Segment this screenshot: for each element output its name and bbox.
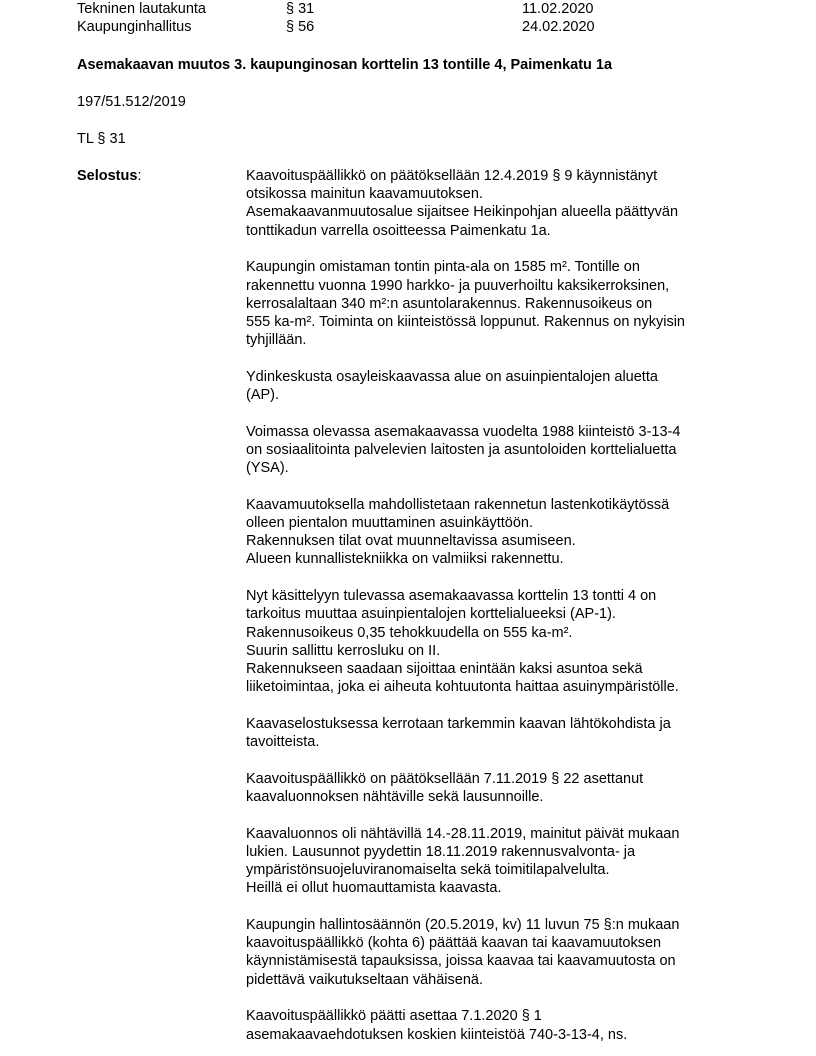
paragraph-line: ympäristönsuojeluviranomaiselta sekä toimitilapalvelulta.: [246, 862, 610, 879]
paragraph-line: Kaavoituspäällikkö on päätöksellään 7.11.2019 § 22 asettanut: [246, 770, 644, 787]
body-paragraph: [246, 258, 756, 349]
paragraph-line: kerrosalaltaan 340 m²:n asuntolarakennus. Rakennusoikeus on: [246, 295, 653, 312]
paragraph-line: lukien. Lausunnot pyydettin 18.11.2019 rakennusvalvonta- ja: [246, 843, 636, 860]
paragraph-line: Nyt käsittelyyn tulevassa asemakaavassa korttelin 13 tontti 4 on: [246, 588, 657, 605]
selostus-label-text: Selostus: [77, 168, 138, 184]
paragraph-line: Kaavoituspäällikkö päätti asettaa 7.1.2020 § 1: [246, 1008, 542, 1025]
selostus-colon: :: [137, 168, 142, 184]
paragraph-line: Alueen kunnallistekniikka on valmiiksi rakennettu.: [246, 551, 564, 568]
file-number: 197/51.512/2019: [77, 94, 186, 110]
paragraph-line: olleen pientalon muuttaminen asuinkäyttöön.: [246, 515, 533, 532]
body-paragraph: [246, 916, 756, 989]
body-paragraph: [246, 368, 756, 404]
paragraph-line: käynnistämisestä tapauksissa, joissa kaavaa tai kaavamuutosta on: [246, 953, 676, 970]
paragraph-line: Kaavamuutoksella mahdollistetaan rakennetun lastenkotikäytössä: [246, 496, 670, 513]
paragraph-line: tyhjillään.: [246, 332, 307, 349]
paragraph-line: tavoitteista.: [246, 734, 320, 751]
meeting-section: § 31: [286, 1, 315, 17]
paragraph-line: pidettävä vaikutukseltaan vähäisenä.: [246, 971, 483, 988]
tl-reference: TL § 31: [77, 131, 126, 147]
body-paragraph: [246, 770, 756, 806]
paragraph-line: tarkoitus muuttaa asuinpientalojen korttelialueeksi (AP-1).: [246, 606, 616, 623]
meeting-date: 24.02.2020: [522, 19, 595, 35]
paragraph-line: Kaavaselostuksessa kerrotaan tarkemmin kaavan lähtökohdista ja: [246, 715, 671, 732]
paragraph-line: Kaavaluonnos oli nähtävillä 14.-28.11.2019, mainitut päivät mukaan: [246, 825, 680, 842]
meeting-row: [0, 18, 816, 36]
paragraph-line: rakennettu vuonna 1990 harkko- ja puuverhoiltu kaksikerroksinen,: [246, 277, 670, 294]
paragraph-line: Kaavoituspäällikkö on päätöksellään 12.4.2019 § 9 käynnistänyt: [246, 168, 658, 184]
paragraph-line: Heillä ei ollut huomauttamista kaavasta.: [246, 880, 502, 897]
paragraph-line: kaavaluonnoksen nähtäville sekä lausunnoille.: [246, 788, 544, 805]
selostus-body: [246, 167, 756, 1056]
body-paragraph: [246, 715, 756, 751]
paragraph-line: Kaupungin hallintosäännön (20.5.2019, kv) 11 luvun 75 §:n mukaan: [246, 917, 680, 933]
meeting-row: [0, 0, 816, 18]
paragraph-line: Asemakaavanmuutosalue sijaitsee Heikinpohjan alueella päättyvän: [246, 204, 679, 221]
paragraph-line: kaavoituspäällikkö (kohta 6) päättää kaavan tai kaavamuutoksen: [246, 935, 662, 952]
meeting-date: 11.02.2020: [522, 1, 594, 17]
body-paragraph: [246, 496, 756, 569]
paragraph-line: (AP).: [246, 387, 280, 404]
paragraph-line: Rakennuksen tilat ovat muunneltavissa asumiseen.: [246, 533, 576, 550]
body-paragraph: [246, 587, 756, 696]
meeting-body: Tekninen lautakunta: [77, 1, 206, 17]
paragraph-line: tonttikadun varrella osoitteessa Paimenkatu 1a.: [246, 222, 551, 239]
paragraph-line: Kaupungin omistaman tontin pinta-ala on 1585 m². Tontille on: [246, 259, 640, 276]
paragraph-line: Rakennusoikeus 0,35 tehokkuudella on 555 ka-m².: [246, 624, 573, 641]
paragraph-line: Rakennukseen saadaan sijoittaa enintään kaksi asuntoa sekä: [246, 660, 643, 677]
paragraph-line: Voimassa olevassa asemakaavassa vuodelta 1988 kiinteistö 3-13-4: [246, 423, 681, 440]
paragraph-line: asemakaavaehdotuksen koskien kiinteistöä 740-3-13-4, ns.: [246, 1026, 628, 1043]
paragraph-line: on sosiaalitointa palvelevien laitosten ja asuntoloiden korttelialuetta: [246, 441, 677, 458]
body-paragraph: [246, 825, 756, 898]
paragraph-line: Ydinkeskusta osayleiskaavassa alue on asuinpientalojen aluetta: [246, 368, 658, 385]
paragraph-line: otsikossa mainitun kaavamuutoksen.: [246, 186, 483, 203]
body-paragraph: [246, 167, 756, 240]
selostus-label: [77, 167, 141, 185]
paragraph-line: (YSA).: [246, 460, 289, 477]
paragraph-line: Suurin sallittu kerrosluku on II.: [246, 642, 441, 659]
body-paragraph: [246, 1007, 756, 1043]
body-paragraph: [246, 423, 756, 478]
paragraph-line: liiketoimintaa, joka ei aiheuta kohtuutonta haittaa asuinympäristölle.: [246, 679, 679, 696]
paragraph-line: 555 ka-m². Toiminta on kiinteistössä loppunut. Rakennus on nykyisin: [246, 313, 685, 330]
meeting-section: § 56: [286, 19, 315, 35]
meeting-body: Kaupunginhallitus: [77, 19, 192, 35]
document-title: Asemakaavan muutos 3. kaupunginosan korttelin 13 tontille 4, Paimenkatu 1a: [77, 57, 613, 73]
